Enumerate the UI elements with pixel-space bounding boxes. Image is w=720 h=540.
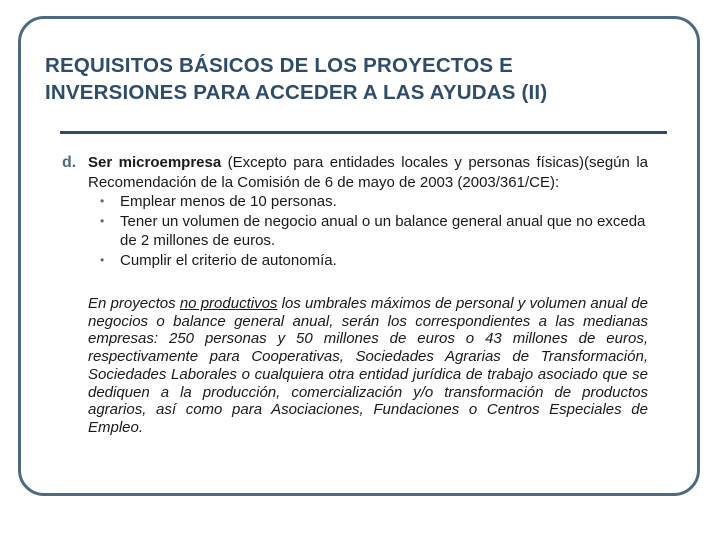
item-lead: Ser microempresa bbox=[88, 154, 222, 171]
bullet-dot-icon: • bbox=[100, 252, 105, 267]
item-marker: d. bbox=[62, 154, 77, 171]
criterion-text: Cumplir el criterio de autonomía. bbox=[120, 251, 337, 269]
list-item bbox=[98, 192, 648, 212]
title-divider bbox=[60, 131, 667, 134]
slide-title bbox=[45, 52, 685, 106]
non-productive-note bbox=[88, 295, 648, 437]
note-prefix: En proyectos bbox=[88, 295, 180, 312]
note-body: los umbrales máximos de personal y volumen anual de negocios o balance general anual, serán los correspondientes a las medianas empresas: 250 personas y 50 millones de euros o 43 millones de euros, respectivamente para Cooperativas, Sociedades Agrarias de Transformación, Sociedades Laborales o cualquiera otra entidad jurídica de trabajo asociado que se dediquen a la producción, comercialización y/o transformación de productos agrarios, así como para Asociaciones, Fundaciones o Centros Especiales de Empleo. bbox=[88, 295, 648, 436]
item-text: (Excepto para entidades locales y personas físicas)(según la Recomendación de la Comisión de 6 de mayo de 2003 (2003/361/CE): bbox=[88, 154, 648, 191]
list-item bbox=[98, 251, 648, 271]
title-line-2: INVERSIONES PARA ACCEDER A LAS AYUDAS (II) bbox=[45, 81, 548, 104]
bullet-dot-icon: • bbox=[100, 213, 105, 228]
criterion-text: Emplear menos de 10 personas. bbox=[120, 193, 337, 210]
title-line-1: REQUISITOS BÁSICOS DE LOS PROYECTOS E bbox=[45, 54, 513, 77]
requirement-item-d bbox=[62, 153, 648, 192]
bullet-dot-icon: • bbox=[100, 194, 105, 208]
list-item bbox=[98, 212, 648, 251]
criterion-text: Tener un volumen de negocio anual o un balance general anual que no exceda de 2 millones de euros. bbox=[120, 212, 646, 249]
slide-content bbox=[62, 153, 648, 437]
criteria-list bbox=[62, 192, 648, 270]
note-underlined-term: no productivos bbox=[179, 295, 278, 312]
